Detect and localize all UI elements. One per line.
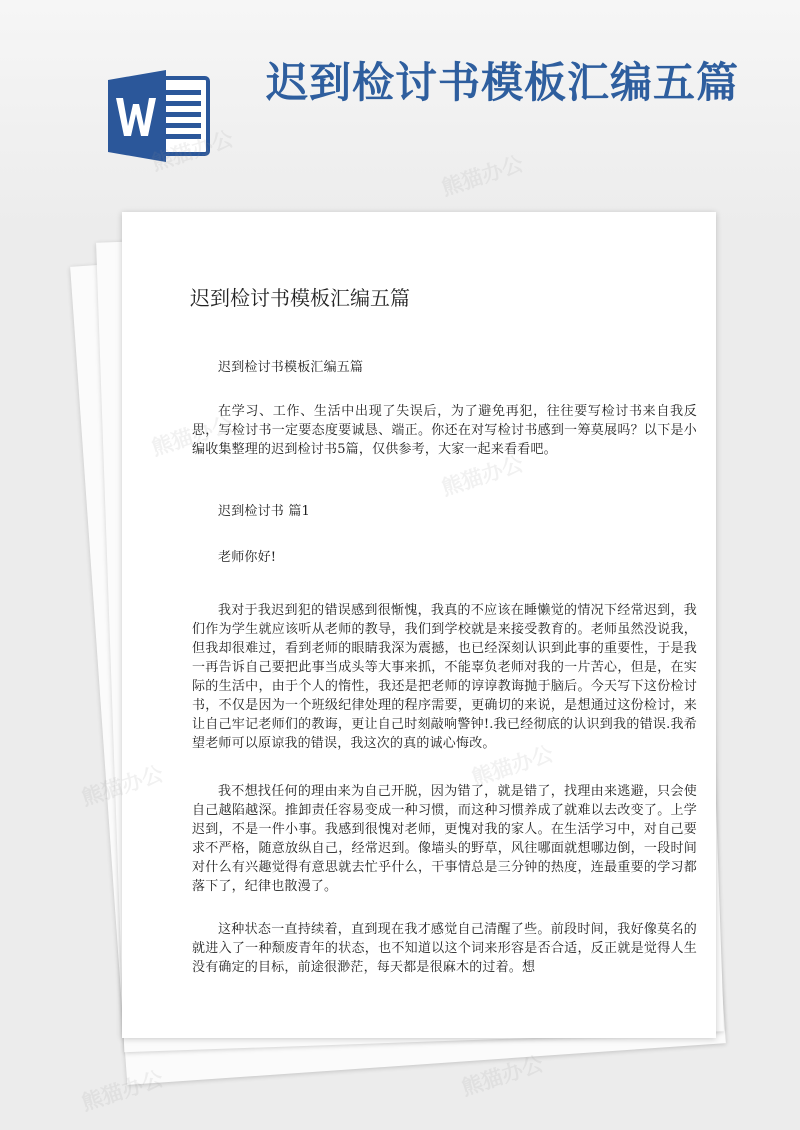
intro-paragraph: 在学习、工作、生活中出现了失误后，为了避免再犯，往往要写检讨书来自我反思，写检讨书一定要态度要诚恳、端正。你还在对写检讨书感到一筹莫展吗？以下是小编收集整理的迟到检讨书5篇，仅供参考，大家一起来看看吧。 [192, 404, 697, 457]
word-document-icon [108, 70, 213, 162]
watermark: 熊猫办公 [458, 1051, 546, 1101]
doc-subtitle-paragraph: 迟到检讨书模板汇编五篇 [218, 360, 364, 375]
document-title: 迟到检讨书模板汇编五篇 [190, 286, 410, 310]
salutation: 老师你好! [218, 550, 277, 565]
document-page [122, 212, 716, 1038]
body-paragraph: 这种状态一直持续着，直到现在我才感觉自己清醒了些。前段时间，我好像莫名的就进入了一种颓废青年的状态，也不知道以这个词来形容是否合适，反正就是觉得人生没有确定的目标，前途很渺茫，每天都是很麻木的过着。想 [192, 922, 697, 975]
banner-title: 迟到检讨书模板汇编五篇 [266, 58, 740, 107]
section-heading: 迟到检讨书 篇1 [218, 504, 311, 519]
body-paragraph: 我不想找任何的理由来为自己开脱，因为错了，就是错了，找理由来逃避，只会使自己越陷越深。推卸责任容易变成一种习惯，而这种习惯养成了就难以去改变了。上学迟到，不是一件小事。我感到很愧对老师，更愧对我的家人。在生活学习中，对自己要求不严格，随意放纵自己，经常迟到。像墙头的野草，风往哪面就想哪边倒，一段时间对什么有兴趣觉得有意思就去忙乎什么，干事情总是三分钟的热度，连最重要的学习都落下了，纪律也散漫了。 [192, 784, 697, 894]
body-paragraph: 我对于我迟到犯的错误感到很惭愧，我真的不应该在睡懒觉的情况下经常迟到，我们作为学生就应该听从老师的教导，我们到学校就是来接受教育的。老师虽然没说我，但我却很难过，看到老师的眼睛我深为震撼，也已经深刻认识到此事的重要性，于是我一再告诉自己要把此事当成头等大事来抓，不能辜负老师对我的一片苦心，但是，在实际的生活中，由于个人的惰性，我还是把老师的谆谆教诲抛于脑后。今天写下这份检讨书，不仅是因为一个班级纪律处理的程序需要，更确切的来说，是想通过这份检讨，来让自己牢记老师们的教诲，更让自己时刻敲响警钟!.我已经彻底的认识到我的错误.我希望老师可以原谅我的错误，我这次的真的诚心悔改。 [192, 603, 697, 751]
watermark: 熊猫办公 [78, 1066, 166, 1116]
